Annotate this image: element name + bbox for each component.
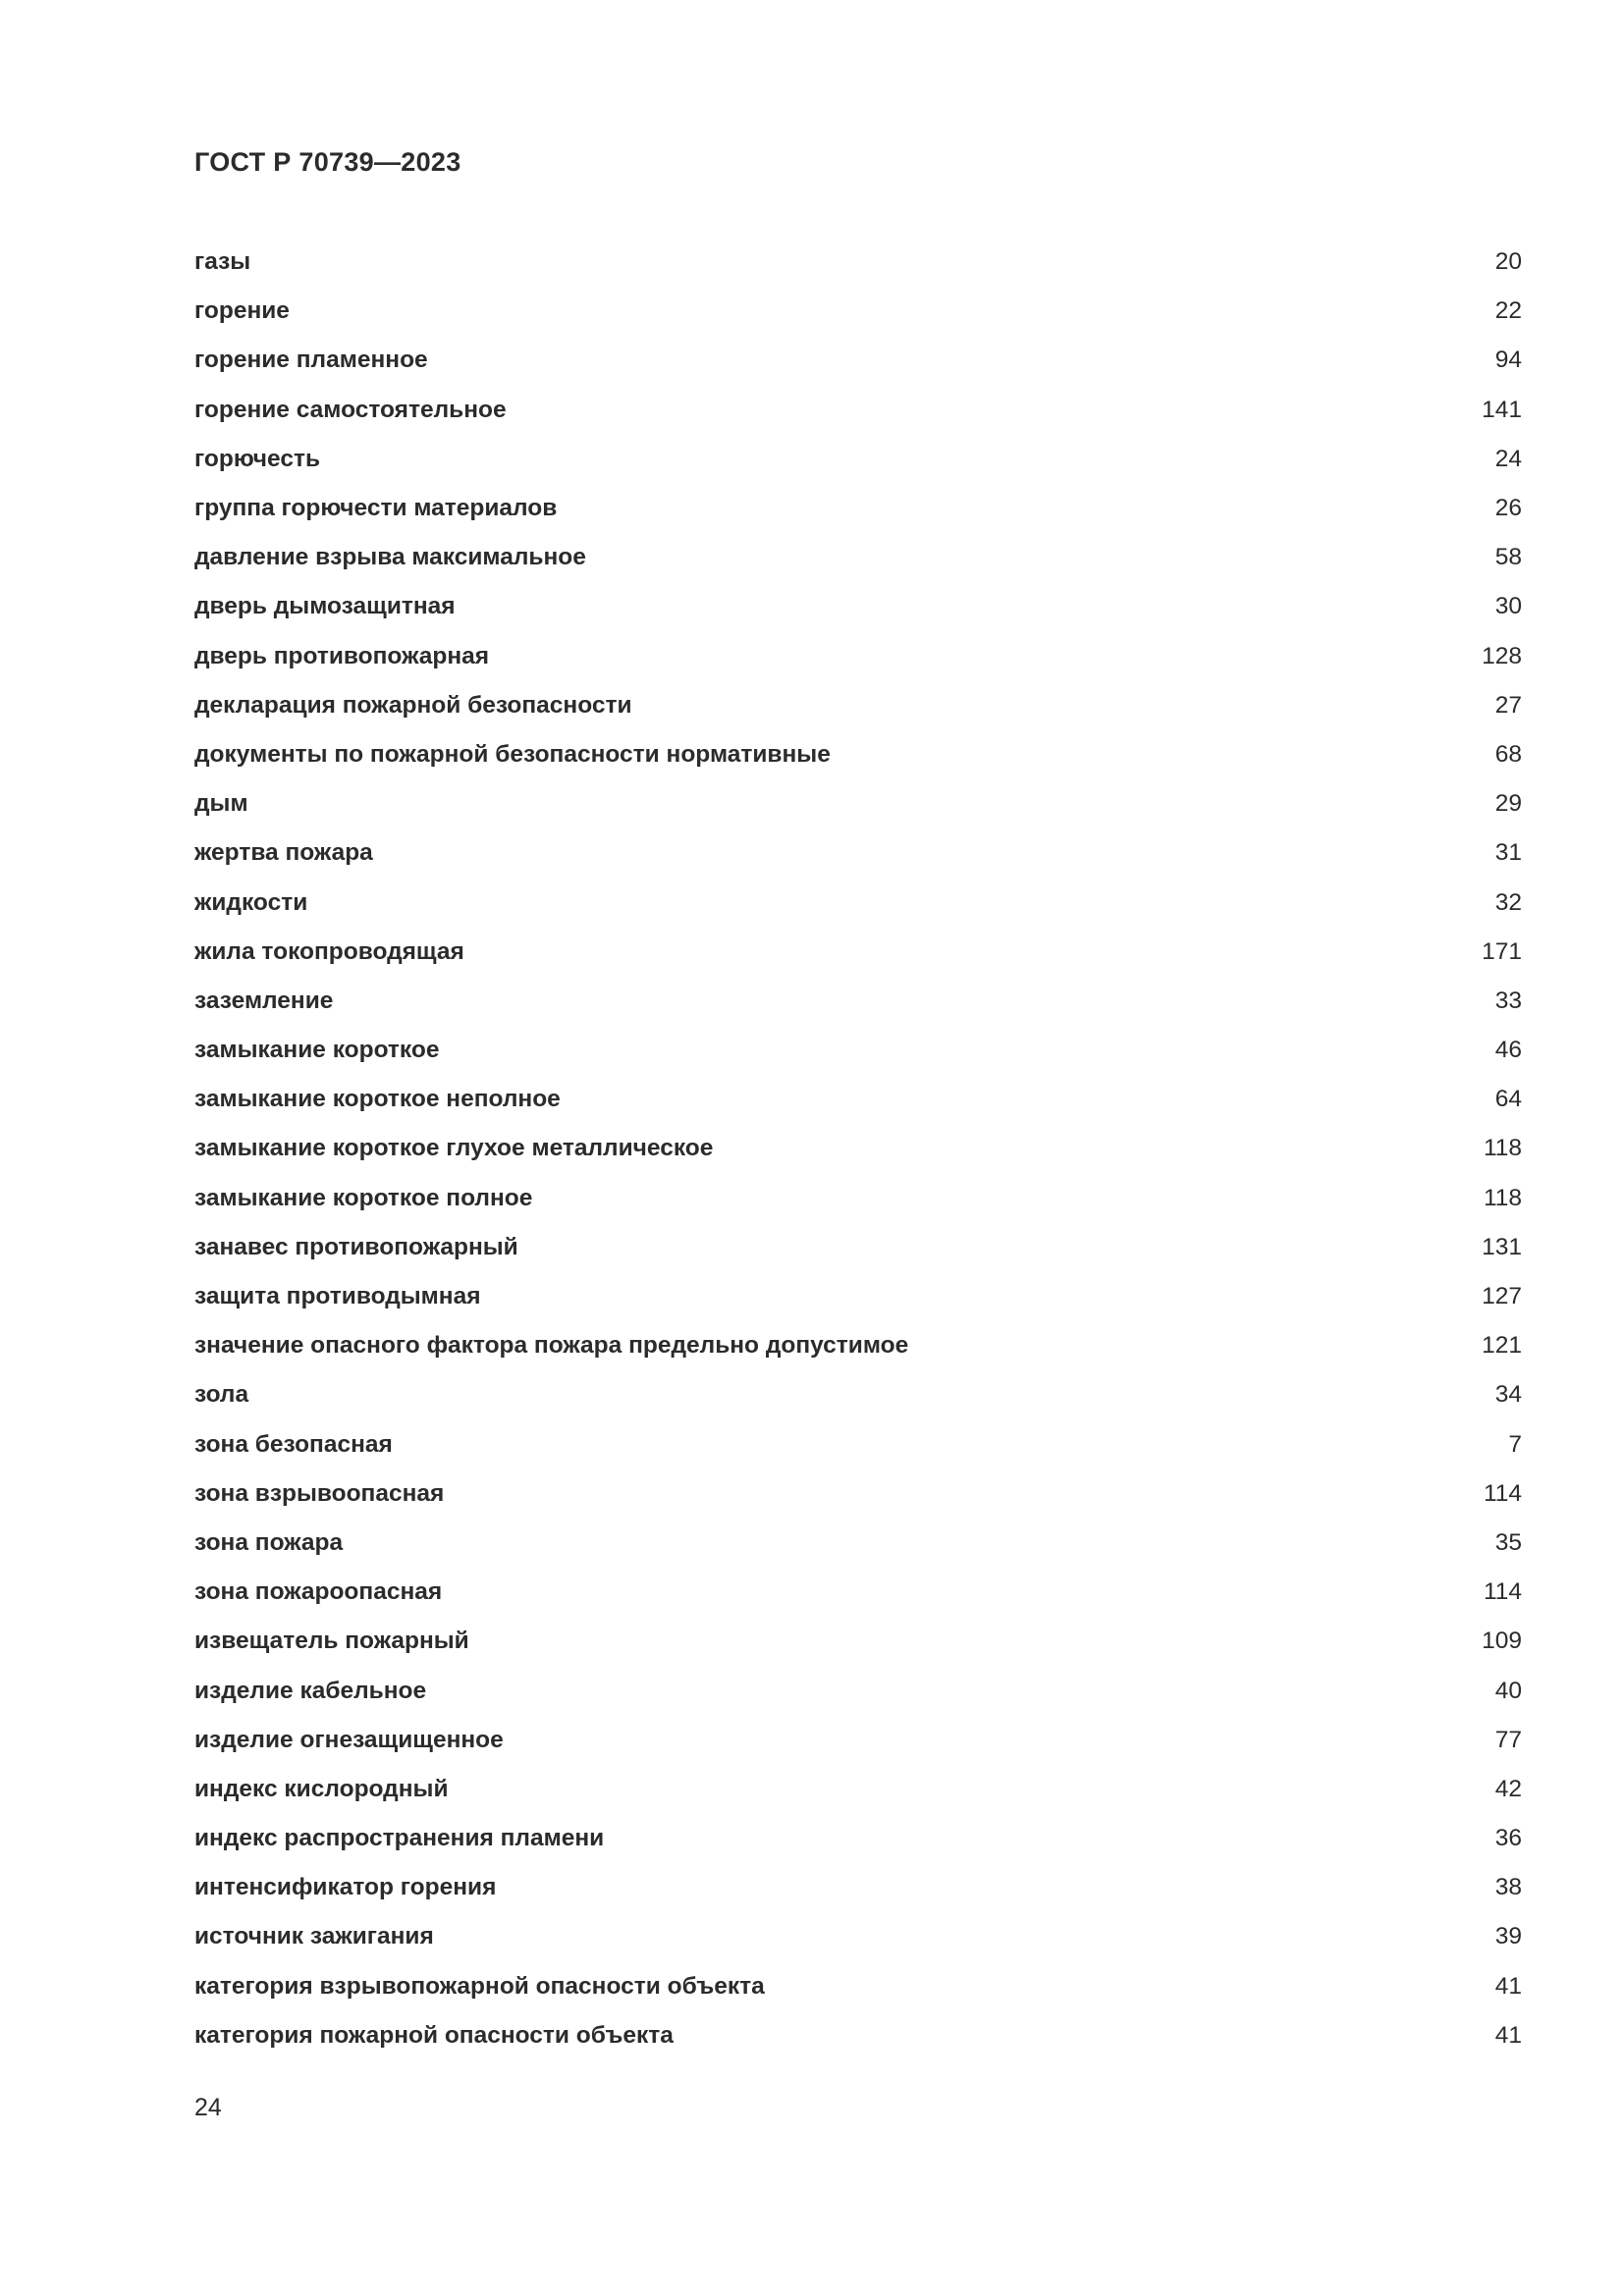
index-entry: [194, 828, 1522, 878]
index-term: индекс распространения пламени: [194, 1825, 605, 1852]
index-term: документы по пожарной безопасности нормативные: [194, 740, 831, 768]
index-term: занавес противопожарный: [194, 1233, 518, 1260]
index-entry: [194, 1765, 1522, 1814]
index-ref: 29: [1494, 790, 1522, 818]
index-term: значение опасного фактора пожара предельно допустимое: [194, 1332, 909, 1360]
index-ref: 38: [1494, 1874, 1522, 1901]
index-ref: 30: [1494, 593, 1522, 620]
index-ref: 34: [1494, 1381, 1522, 1409]
index-term: изделие кабельное: [194, 1677, 427, 1704]
index-ref: 42: [1494, 1775, 1522, 1802]
index-term: жила токопроводящая: [194, 937, 464, 965]
index-term: замыкание короткое: [194, 1037, 440, 1064]
index-term: категория взрывопожарной опасности объекта: [194, 1972, 765, 2000]
index-ref: 131: [1482, 1233, 1522, 1260]
index-ref: 109: [1482, 1628, 1522, 1655]
index-ref: 114: [1483, 1479, 1522, 1507]
index-entry: [194, 977, 1522, 1026]
index-term: дым: [194, 790, 248, 818]
index-entry: [194, 1962, 1522, 2011]
index-entry: [194, 287, 1522, 336]
document-header: ГОСТ Р 70739—2023: [194, 147, 461, 177]
index-term: жидкости: [194, 888, 308, 916]
index-term: декларация пожарной безопасности: [194, 691, 632, 719]
index-term: горение: [194, 297, 290, 325]
index-entry: [194, 336, 1522, 385]
index-entry: [194, 1075, 1522, 1124]
index-term: интенсификатор горения: [194, 1874, 497, 1901]
index-term: зона безопасная: [194, 1430, 393, 1458]
index-ref: 7: [1508, 1430, 1522, 1458]
index-entry: [194, 238, 1522, 287]
index-term: извещатель пожарный: [194, 1628, 469, 1655]
index-ref: 20: [1494, 248, 1522, 276]
index-ref: 24: [1494, 445, 1522, 472]
index-entry: [194, 1223, 1522, 1272]
index-term: замыкание короткое глухое металлическое: [194, 1135, 714, 1162]
index-ref: 171: [1482, 937, 1522, 965]
index-ref: 141: [1482, 396, 1522, 423]
index-entry: [194, 730, 1522, 779]
index-ref: 41: [1494, 1972, 1522, 2000]
index-ref: 35: [1494, 1528, 1522, 1556]
index-ref: 46: [1494, 1037, 1522, 1064]
index-ref: 64: [1494, 1086, 1522, 1113]
index-entry: [194, 928, 1522, 977]
index-entry: [194, 1124, 1522, 1173]
index-entry: [194, 1617, 1522, 1666]
index-term: дверь противопожарная: [194, 642, 490, 669]
index-entry: [194, 484, 1522, 533]
index-term: источник зажигания: [194, 1923, 434, 1950]
index-entry: [194, 1666, 1522, 1715]
page-number: 24: [194, 2094, 222, 2121]
index-term: замыкание короткое полное: [194, 1184, 533, 1211]
index-ref: 31: [1494, 839, 1522, 867]
index-ref: 118: [1483, 1135, 1522, 1162]
index-entry: [194, 1370, 1522, 1419]
index-term: индекс кислородный: [194, 1775, 449, 1802]
index-entry: [194, 1863, 1522, 1912]
index-ref: 39: [1494, 1923, 1522, 1950]
index-ref: 94: [1494, 347, 1522, 374]
index-ref: 22: [1494, 297, 1522, 325]
index-entry: [194, 1469, 1522, 1519]
index-ref: 27: [1494, 691, 1522, 719]
index-entry: [194, 582, 1522, 631]
index-entry: [194, 1174, 1522, 1223]
index-entry: [194, 779, 1522, 828]
index-entry: [194, 1272, 1522, 1321]
index-entry: [194, 1420, 1522, 1469]
index-entry: [194, 1912, 1522, 1961]
index-term: категория пожарной опасности объекта: [194, 2021, 674, 2049]
index-ref: 36: [1494, 1825, 1522, 1852]
index-ref: 40: [1494, 1677, 1522, 1704]
index-ref: 58: [1494, 544, 1522, 571]
index-ref: 121: [1482, 1332, 1522, 1360]
index-entry: [194, 681, 1522, 730]
index-entry: [194, 632, 1522, 681]
index-term: зона пожароопасная: [194, 1578, 443, 1606]
index-ref: 68: [1494, 740, 1522, 768]
index-term: горение самостоятельное: [194, 396, 507, 423]
index-term: зона пожара: [194, 1528, 344, 1556]
index-term: горение пламенное: [194, 347, 428, 374]
index-entry: [194, 878, 1522, 927]
index-term: жертва пожара: [194, 839, 373, 867]
index-entry: [194, 1814, 1522, 1863]
index-term: дверь дымозащитная: [194, 593, 456, 620]
index-entry: [194, 1026, 1522, 1075]
index-term: группа горючести материалов: [194, 495, 558, 522]
index-entry: [194, 533, 1522, 582]
index-ref: 118: [1483, 1184, 1522, 1211]
index-entry: [194, 2011, 1522, 2060]
index-term: зола: [194, 1381, 249, 1409]
index-term: изделие огнезащищенное: [194, 1726, 504, 1753]
index-ref: 128: [1482, 642, 1522, 669]
index-term: зона взрывоопасная: [194, 1479, 445, 1507]
index-ref: 127: [1482, 1283, 1522, 1310]
index-term: заземление: [194, 987, 334, 1014]
index-ref: 33: [1494, 987, 1522, 1014]
index-entry: [194, 1568, 1522, 1617]
index-list: [194, 238, 1522, 2060]
index-ref: 114: [1483, 1578, 1522, 1606]
index-entry: [194, 1321, 1522, 1370]
index-entry: [194, 1519, 1522, 1568]
index-entry: [194, 1716, 1522, 1765]
index-ref: 32: [1494, 888, 1522, 916]
index-term: защита противодымная: [194, 1283, 481, 1310]
index-entry: [194, 435, 1522, 484]
index-term: горючесть: [194, 445, 321, 472]
index-ref: 26: [1494, 495, 1522, 522]
index-ref: 77: [1494, 1726, 1522, 1753]
index-ref: 41: [1494, 2021, 1522, 2049]
index-term: замыкание короткое неполное: [194, 1086, 561, 1113]
index-entry: [194, 386, 1522, 435]
index-term: давление взрыва максимальное: [194, 544, 586, 571]
index-term: газы: [194, 248, 251, 276]
